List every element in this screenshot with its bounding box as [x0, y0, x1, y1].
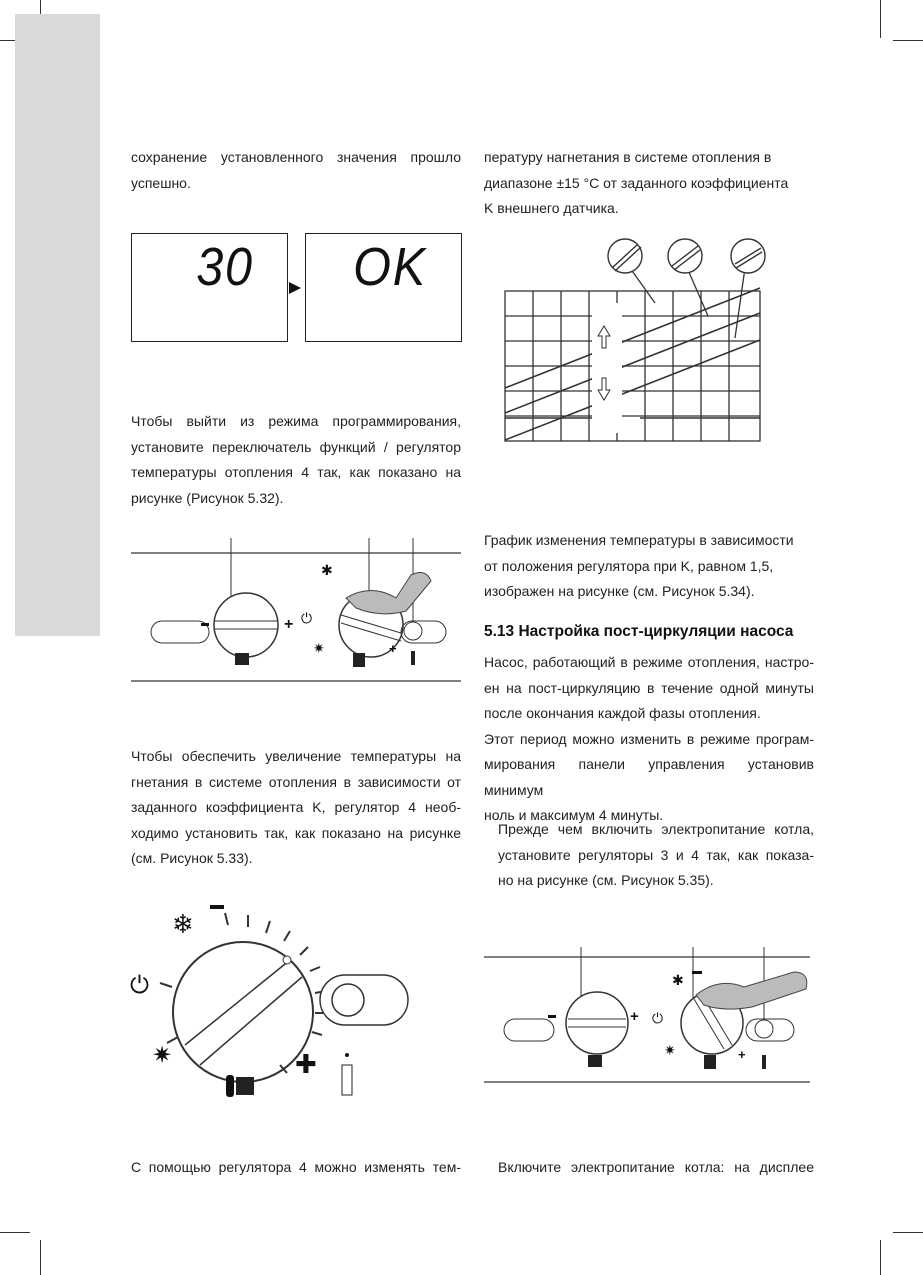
text-line: успешно. [131, 174, 191, 191]
text-line: ен на пост-циркуляцию в течение одной минуты [484, 679, 814, 696]
sidebar-tab [15, 14, 100, 636]
text-line: K внешнего датчика. [484, 200, 619, 216]
text-line: С помощью регулятора 4 можно изменять тем- [131, 1159, 461, 1175]
svg-text:✷: ✷ [313, 640, 325, 656]
svg-text:✷: ✷ [152, 1042, 173, 1069]
text-line: диапазоне ±15 °C от заданного коэффициента [484, 174, 789, 191]
right-paragraph-2 [484, 528, 814, 605]
svg-text:+: + [389, 641, 397, 656]
svg-text:✱: ✱ [672, 972, 684, 988]
svg-text:+: + [284, 616, 294, 633]
svg-text:✷: ✷ [664, 1042, 676, 1058]
display-after [305, 233, 462, 342]
text-line: гнетания в системе отопления в зависимости от [131, 773, 461, 790]
display-value: OK [353, 237, 427, 297]
crop-mark [880, 1240, 881, 1275]
svg-text:✱: ✱ [321, 562, 333, 578]
left-paragraph-4 [131, 1155, 461, 1181]
svg-text:❄: ❄ [172, 909, 194, 939]
text-line: Чтобы обеспечить увеличение температуры на [131, 748, 461, 764]
text-line: заданного коэффициента K, регулятор 4 необ- [131, 799, 461, 815]
svg-text:⏻: ⏻ [652, 1010, 664, 1026]
display-value: 30 [196, 237, 254, 297]
crop-mark [0, 1232, 30, 1233]
text-line: Чтобы выйти из режима программирования, [131, 413, 461, 429]
text-line: изображен на рисунке (см. Рисунок 5.34). [484, 583, 755, 599]
text-line: но на рисунке (см. Рисунок 5.35). [498, 872, 714, 888]
temperature-graph-534 [490, 228, 780, 443]
control-panel-figure-535 [484, 947, 814, 1082]
text-line: ходимо установить так, как показано на рисунке [131, 824, 461, 841]
right-paragraph-1 [484, 145, 814, 222]
left-paragraph-2 [131, 409, 461, 511]
text-line: График изменения температуры в зависимости [484, 532, 794, 548]
svg-text:+: + [630, 1008, 639, 1025]
svg-text:+: + [738, 1047, 746, 1062]
text-line: пературу нагнетания в системе отопления в [484, 149, 772, 165]
right-paragraph-5 [498, 1155, 814, 1181]
text-line: установите переключатель функций / регулятор [131, 438, 461, 455]
arrow-right-icon [289, 282, 303, 296]
control-panel-figure-532 [131, 553, 461, 683]
text-line: Включите электропитание котла: на дисплее [498, 1159, 814, 1175]
crop-mark [893, 40, 923, 41]
text-line: от положения регулятора при K, равном 1,5, [484, 557, 774, 574]
right-paragraph-4 [498, 817, 814, 894]
section-heading: 5.13 Настройка пост-циркуляции насоса [484, 623, 794, 640]
crop-mark [880, 0, 881, 38]
left-paragraph-1 [131, 145, 461, 196]
text-line: после окончания каждой фазы отопления. [484, 705, 761, 721]
text-line: рисунке (Рисунок 5.32). [131, 489, 284, 506]
text-line: мирования панели управления установив минимум [484, 756, 814, 798]
svg-text:⏻: ⏻ [130, 972, 149, 999]
text-line: установите регуляторы 3 и 4 так, как показа- [498, 846, 814, 863]
text-line: температуры отопления 4 так, как показано на [131, 464, 461, 480]
svg-text:⏻: ⏻ [301, 610, 313, 626]
knob-figure-533 [130, 895, 430, 1105]
crop-mark [40, 1240, 41, 1275]
text-line: Насос, работающий в режиме отопления, настро- [484, 654, 814, 670]
text-line: сохранение установленного значения прошло [131, 149, 461, 165]
svg-text:✚: ✚ [295, 1049, 317, 1079]
right-paragraph-3 [484, 650, 814, 829]
text-line: ноль и максимум 4 минуты. [484, 807, 664, 823]
text-line: (см. Рисунок 5.33). [131, 850, 253, 866]
text-line: Этот период можно изменить в режиме програм- [484, 730, 814, 747]
left-paragraph-3 [131, 744, 461, 872]
text-line: Прежде чем включить электропитание котла, [498, 821, 814, 837]
display-before [131, 233, 288, 342]
crop-mark [893, 1232, 923, 1233]
